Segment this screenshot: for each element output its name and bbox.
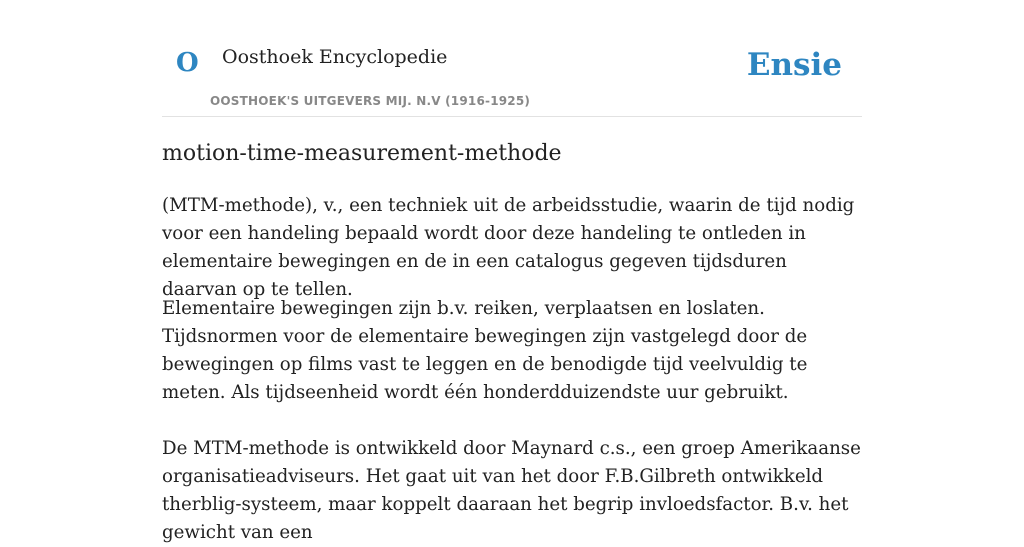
- entry-title: motion-time-measurement-methode: [162, 141, 562, 166]
- source-logo[interactable]: O: [176, 48, 199, 78]
- brand-logo-link[interactable]: Ensie: [746, 47, 842, 83]
- header: [162, 0, 862, 117]
- entry-paragraph: (MTM-methode), v., een techniek uit de arbeidsstudie, waarin de tijd nodig voor een handeling bepaald wordt door deze handeling te ontleden in elementaire bewegingen en de in een catalogus gegeven tijdsduren daarvan op te tellen.: [162, 195, 855, 300]
- entry-paragraph: De MTM-methode is ontwikkeld door Maynard c.s., een groep Amerikaanse organisatieadviseurs. Het gaat uit van het door F.B.Gilbreth ontwikkeld therblig-systeem, maar koppelt daaraan het begrip invloedsfactor. B.v. het gewicht van een: [162, 438, 861, 543]
- publisher-label: OOSTHOEK'S UITGEVERS MIJ. N.V (1916-1925): [210, 94, 531, 108]
- entry-paragraph: Elementaire bewegingen zijn b.v. reiken, verplaatsen en loslaten. Tijdsnormen voor de elementaire bewegingen zijn vastgelegd door de bewegingen op films vast te leggen en de benodigde tijd veelvuldig te meten. Als tijdseenheid wordt één honderdduizendste uur gebruikt.: [162, 298, 808, 403]
- source-title[interactable]: Oosthoek Encyclopedie: [222, 46, 448, 68]
